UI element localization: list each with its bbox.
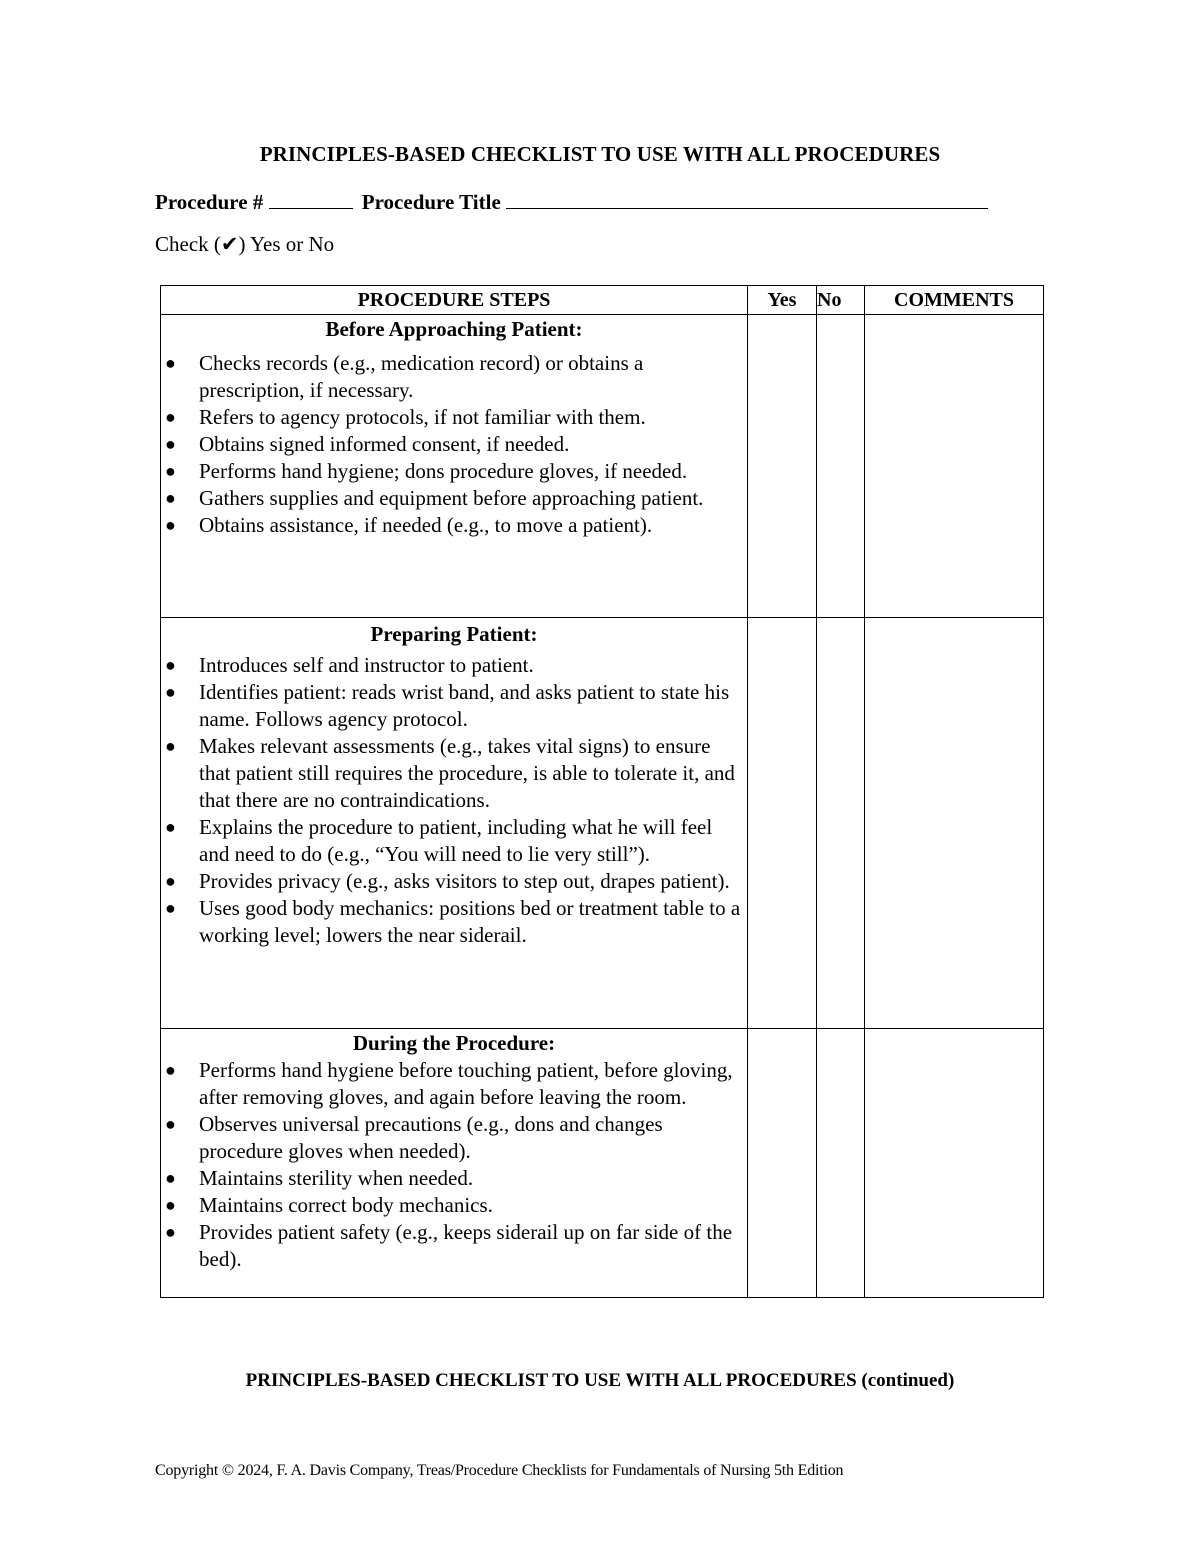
table-row bbox=[161, 315, 1044, 618]
bullet-icon: ● bbox=[165, 1114, 176, 1134]
step-text: Makes relevant assessments (e.g., takes vital signs) to ensure that patient still requires the procedure, is able to tolerate it, and that there are no contraindications. bbox=[199, 734, 735, 812]
bullet-icon: ● bbox=[165, 682, 176, 702]
yes-checkbox-cell[interactable] bbox=[748, 1029, 817, 1298]
step-text: Provides patient safety (e.g., keeps siderail up on far side of the bed). bbox=[199, 1220, 733, 1271]
procedure-checklist-table bbox=[160, 285, 1044, 1298]
list-item bbox=[161, 485, 747, 512]
no-checkbox-cell[interactable] bbox=[817, 1029, 865, 1298]
list-item bbox=[161, 458, 747, 485]
step-text: Gathers supplies and equipment before approaching patient. bbox=[199, 486, 704, 510]
section-heading: During the Procedure: bbox=[352, 1031, 556, 1055]
header-comments: COMMENTS bbox=[865, 286, 1044, 315]
section-preparing-patient bbox=[161, 618, 748, 1029]
table-row bbox=[161, 1029, 1044, 1298]
list-item bbox=[161, 814, 747, 868]
list-item bbox=[161, 1057, 747, 1111]
step-text: Performs hand hygiene before touching patient, before gloving, after removing gloves, and again before leaving the room. bbox=[199, 1058, 733, 1109]
list-item bbox=[161, 1192, 747, 1219]
step-text: Provides privacy (e.g., asks visitors to step out, drapes patient). bbox=[199, 869, 730, 893]
procedure-number-label: Procedure # bbox=[155, 190, 264, 214]
table-row bbox=[161, 618, 1044, 1029]
bullet-icon: ● bbox=[165, 898, 176, 918]
list-item bbox=[161, 431, 747, 458]
list-item bbox=[161, 652, 747, 679]
step-list bbox=[161, 652, 747, 949]
yes-checkbox-cell[interactable] bbox=[748, 618, 817, 1029]
step-list bbox=[161, 1057, 747, 1273]
yes-checkbox-cell[interactable] bbox=[748, 315, 817, 618]
section-heading: Preparing Patient: bbox=[370, 622, 538, 646]
bullet-icon: ● bbox=[165, 655, 176, 675]
step-text: Observes universal precautions (e.g., dons and changes procedure gloves when needed). bbox=[199, 1112, 663, 1163]
no-checkbox-cell[interactable] bbox=[817, 618, 865, 1029]
step-text: Refers to agency protocols, if not familiar with them. bbox=[199, 405, 646, 429]
bullet-icon: ● bbox=[165, 515, 176, 535]
table-header-row bbox=[161, 286, 1044, 315]
procedure-title-label: Procedure Title bbox=[361, 190, 501, 214]
bullet-icon: ● bbox=[165, 461, 176, 481]
no-checkbox-cell[interactable] bbox=[817, 315, 865, 618]
page-title: PRINCIPLES-BASED CHECKLIST TO USE WITH ALL PROCEDURES bbox=[259, 142, 941, 166]
comments-cell[interactable] bbox=[865, 618, 1044, 1029]
copyright-footer: Copyright © 2024, F. A. Davis Company, Treas/Procedure Checklists for Fundamentals of Nursing 5th Edition bbox=[155, 1462, 844, 1479]
bullet-icon: ● bbox=[165, 736, 176, 756]
list-item bbox=[161, 404, 747, 431]
step-text: Obtains signed informed consent, if needed. bbox=[199, 432, 570, 456]
bullet-icon: ● bbox=[165, 817, 176, 837]
step-text: Maintains sterility when needed. bbox=[199, 1166, 474, 1190]
bullet-icon: ● bbox=[165, 353, 176, 373]
bullet-icon: ● bbox=[165, 488, 176, 508]
step-text: Performs hand hygiene; dons procedure gloves, if needed. bbox=[199, 459, 688, 483]
step-text: Identifies patient: reads wrist band, and asks patient to state his name. Follows agency protocol. bbox=[199, 680, 730, 731]
bullet-icon: ● bbox=[165, 871, 176, 891]
bullet-icon: ● bbox=[165, 1222, 176, 1242]
list-item bbox=[161, 679, 747, 733]
bullet-icon: ● bbox=[165, 1060, 176, 1080]
header-yes: Yes bbox=[748, 286, 817, 315]
step-text: Introduces self and instructor to patient. bbox=[199, 653, 534, 677]
step-list bbox=[161, 350, 747, 539]
bullet-icon: ● bbox=[165, 434, 176, 454]
section-during-procedure bbox=[161, 1029, 748, 1298]
continued-heading: PRINCIPLES-BASED CHECKLIST TO USE WITH ALL PROCEDURES (continued) bbox=[245, 1370, 955, 1391]
step-text: Uses good body mechanics: positions bed or treatment table to a working level; lowers the near siderail. bbox=[199, 896, 741, 947]
section-heading: Before Approaching Patient: bbox=[325, 317, 583, 341]
list-item bbox=[161, 1219, 747, 1273]
procedure-title-blank bbox=[506, 188, 988, 209]
section-before-approaching bbox=[161, 315, 748, 618]
step-text: Obtains assistance, if needed (e.g., to move a patient). bbox=[199, 513, 653, 537]
comments-cell[interactable] bbox=[865, 315, 1044, 618]
step-text: Maintains correct body mechanics. bbox=[199, 1193, 493, 1217]
header-no: No bbox=[817, 286, 865, 315]
list-item bbox=[161, 868, 747, 895]
list-item bbox=[161, 350, 747, 404]
list-item bbox=[161, 1111, 747, 1165]
procedure-line bbox=[155, 188, 988, 215]
bullet-icon: ● bbox=[165, 1195, 176, 1215]
list-item bbox=[161, 1165, 747, 1192]
check-instruction: Check (✔) Yes or No bbox=[155, 232, 335, 256]
comments-cell[interactable] bbox=[865, 1029, 1044, 1298]
list-item bbox=[161, 895, 747, 949]
procedure-number-blank bbox=[269, 188, 353, 209]
step-text: Explains the procedure to patient, including what he will feel and need to do (e.g., “You will need to lie very still”). bbox=[199, 815, 713, 866]
step-text: Checks records (e.g., medication record) or obtains a prescription, if necessary. bbox=[199, 351, 644, 402]
header-procedure-steps: PROCEDURE STEPS bbox=[161, 286, 748, 315]
bullet-icon: ● bbox=[165, 1168, 176, 1188]
list-item bbox=[161, 512, 747, 539]
list-item bbox=[161, 733, 747, 814]
bullet-icon: ● bbox=[165, 407, 176, 427]
